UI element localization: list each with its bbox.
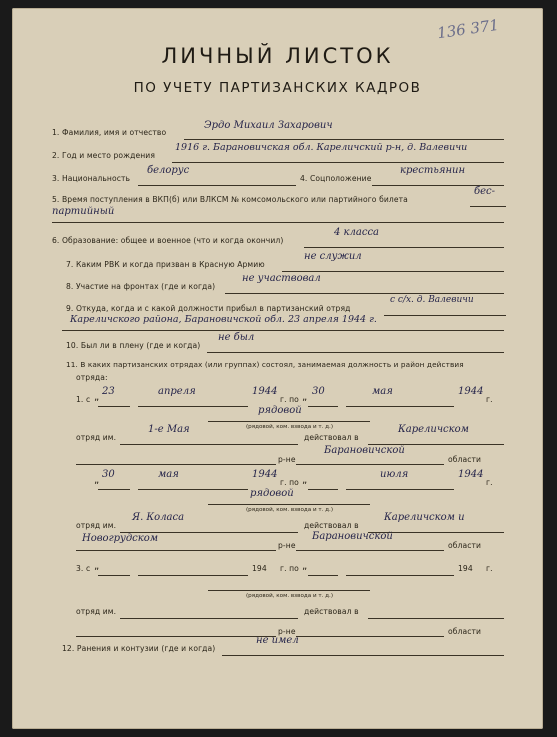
entry-3-from-day-line <box>98 575 130 576</box>
entry-3-g: г. <box>486 564 493 573</box>
entry-3-quote-2: „ <box>302 561 308 572</box>
entry-1-quote: „ <box>94 392 100 403</box>
entry-1-to-day: 30 <box>312 386 325 397</box>
field-11-label: 11. В каких партизанских отрядах (или группах) состоял, занимаемая должность и район действия <box>66 360 464 369</box>
entry-2-position: рядовой <box>250 488 294 499</box>
field-2-label: 2. Год и место рождения <box>52 151 156 160</box>
entry-3-to-day-line <box>308 575 338 576</box>
entry-2-rne: р-не <box>278 541 296 550</box>
entry-1-otryad: 1-е Мая <box>148 424 190 435</box>
field-9-line-a <box>384 315 506 316</box>
entry-1-g-po: г. по <box>280 395 299 404</box>
field-3-value: белорус <box>147 165 190 176</box>
entry-3-position-line <box>208 590 370 591</box>
field-9-value-a: с с/х. д. Валевичи <box>390 295 474 305</box>
field-7-label: 7. Каким РВК и когда призван в Красную Армию <box>66 260 265 269</box>
entry-2-oblast: Барановичской <box>312 531 393 542</box>
entry-1-position-line <box>208 421 370 422</box>
form-subtitle: ПО УЧЕТУ ПАРТИЗАНСКИХ КАДРОВ <box>133 80 422 96</box>
entry-2-position-line <box>208 504 370 505</box>
entry-3-from-month-line <box>138 575 248 576</box>
entry-3-oblast-line <box>296 636 444 637</box>
entry-3-g-po: г. по <box>280 564 299 573</box>
entry-3-otryad-line <box>120 618 298 619</box>
archive-number: 136 371 <box>436 15 500 43</box>
field-9-line-b <box>62 330 504 331</box>
entry-2-quote-2: „ <box>302 475 308 486</box>
entry-2-to-month: июля <box>380 469 409 480</box>
entry-2-rne-line <box>76 550 276 551</box>
entry-1-deystvoval: действовал в <box>304 433 359 442</box>
field-10-value: не был <box>218 332 255 343</box>
entry-1-quote-2: „ <box>302 392 308 403</box>
field-1-value: Эрдо Михаил Захарович <box>204 120 333 131</box>
entry-2-otryad-label: отряд им. <box>76 521 117 530</box>
field-5-line-a <box>470 206 506 207</box>
entry-2-oblasti: области <box>448 541 482 550</box>
entry-3-rayon-line <box>368 618 504 619</box>
entry-3-otryad-label: отряд им. <box>76 607 117 616</box>
entry-2-rayon-2: Новогрудском <box>82 533 159 544</box>
field-7-line <box>282 271 504 272</box>
entry-1-rank-caption: (рядовой, ком. взвода и т. д.) <box>246 424 333 430</box>
entry-1-num: 1. с <box>76 395 91 404</box>
entry-2-to-day-line <box>308 489 338 490</box>
field-6-label: 6. Образование: общее и военное (что и когда окончил) <box>52 236 284 245</box>
entry-2-from-day: 30 <box>102 469 115 480</box>
field-6-value: 4 класса <box>334 227 380 238</box>
form-title: ЛИЧНЫЙ ЛИСТОК <box>161 44 394 68</box>
entry-2-from-year: 1944 <box>252 469 278 480</box>
field-9-value-b: Кареличского района, Барановичской обл. 23 апреля 1944 г. <box>70 314 377 325</box>
entry-2-from-month-line <box>138 489 248 490</box>
field-3-label: 3. Национальность <box>52 174 131 183</box>
entry-2-to-month-line <box>346 489 454 490</box>
entry-1-from-month-line <box>138 406 248 407</box>
entry-2-rank-caption: (рядовой, ком. взвода и т. д.) <box>246 507 333 513</box>
entry-3-rne-line <box>76 636 276 637</box>
entry-1-to-day-line <box>308 406 338 407</box>
field-5-value-a: бес- <box>474 186 496 197</box>
entry-3-to-year: 194 <box>458 564 473 573</box>
field-5-label: 5. Время поступления в ВКП(б) или ВЛКСМ № комсомольского или партийного билета <box>52 195 408 204</box>
entry-1-g: г. <box>486 395 493 404</box>
field-5-line-b <box>52 222 504 223</box>
entry-3-year: 194 <box>252 564 267 573</box>
entry-3-rank-caption: (рядовой, ком. взвода и т. д.) <box>246 593 333 599</box>
field-8-line <box>225 293 504 294</box>
entry-2-deystvoval: действовал в <box>304 521 359 530</box>
field-10-line <box>207 352 504 353</box>
field-4-label: 4. Соцположение <box>300 174 372 183</box>
entry-1-otryad-label: отряд им. <box>76 433 117 442</box>
entry-1-rayon: Кареличском <box>398 424 469 435</box>
entry-2-g: г. <box>486 478 493 487</box>
field-8-label: 8. Участие на фронтах (где и когда) <box>66 282 216 291</box>
field-4-value: крестьянин <box>400 165 466 176</box>
field-2-line <box>172 162 504 163</box>
entry-1-from-day-line <box>98 406 130 407</box>
entry-3-oblasti: области <box>448 627 482 636</box>
entry-1-otryad-line <box>120 444 298 445</box>
field-12-line <box>222 655 504 656</box>
field-12-label: 12. Ранения и контузии (где и когда) <box>62 644 216 653</box>
entry-2-otryad: Я. Коласа <box>132 512 185 523</box>
field-8-value: не участвовал <box>242 273 321 284</box>
entry-3-num: 3. с <box>76 564 91 573</box>
entry-1-position: рядовой <box>258 405 302 416</box>
entry-1-to-month: мая <box>372 386 393 397</box>
entry-1-from-month: апреля <box>158 386 196 397</box>
field-10-label: 10. Был ли в плену (где и когда) <box>66 341 201 350</box>
entry-2-oblast-line <box>296 550 444 551</box>
entry-1-to-month-line <box>346 406 454 407</box>
entry-3-to-month-line <box>346 575 454 576</box>
field-6-line <box>304 247 504 248</box>
entry-3-quote: „ <box>94 561 100 572</box>
field-2-value: 1916 г. Барановичская обл. Кареличский р-н, д. Валевичи <box>175 142 468 153</box>
field-1-line <box>184 139 504 140</box>
entry-2-from-month: мая <box>158 469 179 480</box>
entry-1-oblast: Барановичской <box>324 445 405 456</box>
entry-2-to-year: 1944 <box>458 469 484 480</box>
entry-1-to-year: 1944 <box>458 386 484 397</box>
entry-1-rne-line <box>76 464 276 465</box>
field-3-line <box>138 185 296 186</box>
entry-1-oblast-line <box>296 464 444 465</box>
field-11-label-b: отряда: <box>76 373 108 382</box>
entry-1-oblasti: области <box>448 455 482 464</box>
entry-1-rne: р-не <box>278 455 296 464</box>
field-5-value-b: партийный <box>52 206 115 217</box>
entry-2-g-po: г. по <box>280 478 299 487</box>
document-sheet <box>12 8 543 729</box>
field-9-label: 9. Откуда, когда и с какой должности прибыл в партизанский отряд <box>66 304 351 313</box>
entry-2-quote: „ <box>94 475 100 486</box>
field-1-label: 1. Фамилия, имя и отчество <box>52 128 167 137</box>
field-12-value: не имел <box>256 635 299 646</box>
entry-2-from-day-line <box>98 489 130 490</box>
field-7-value: не служил <box>304 251 362 262</box>
entry-2-rayon: Кареличском и <box>384 512 465 523</box>
entry-3-rne: р-не <box>278 627 296 636</box>
entry-1-from-year: 1944 <box>252 386 278 397</box>
entry-3-deystvoval: действовал в <box>304 607 359 616</box>
entry-1-from-day: 23 <box>102 386 115 397</box>
